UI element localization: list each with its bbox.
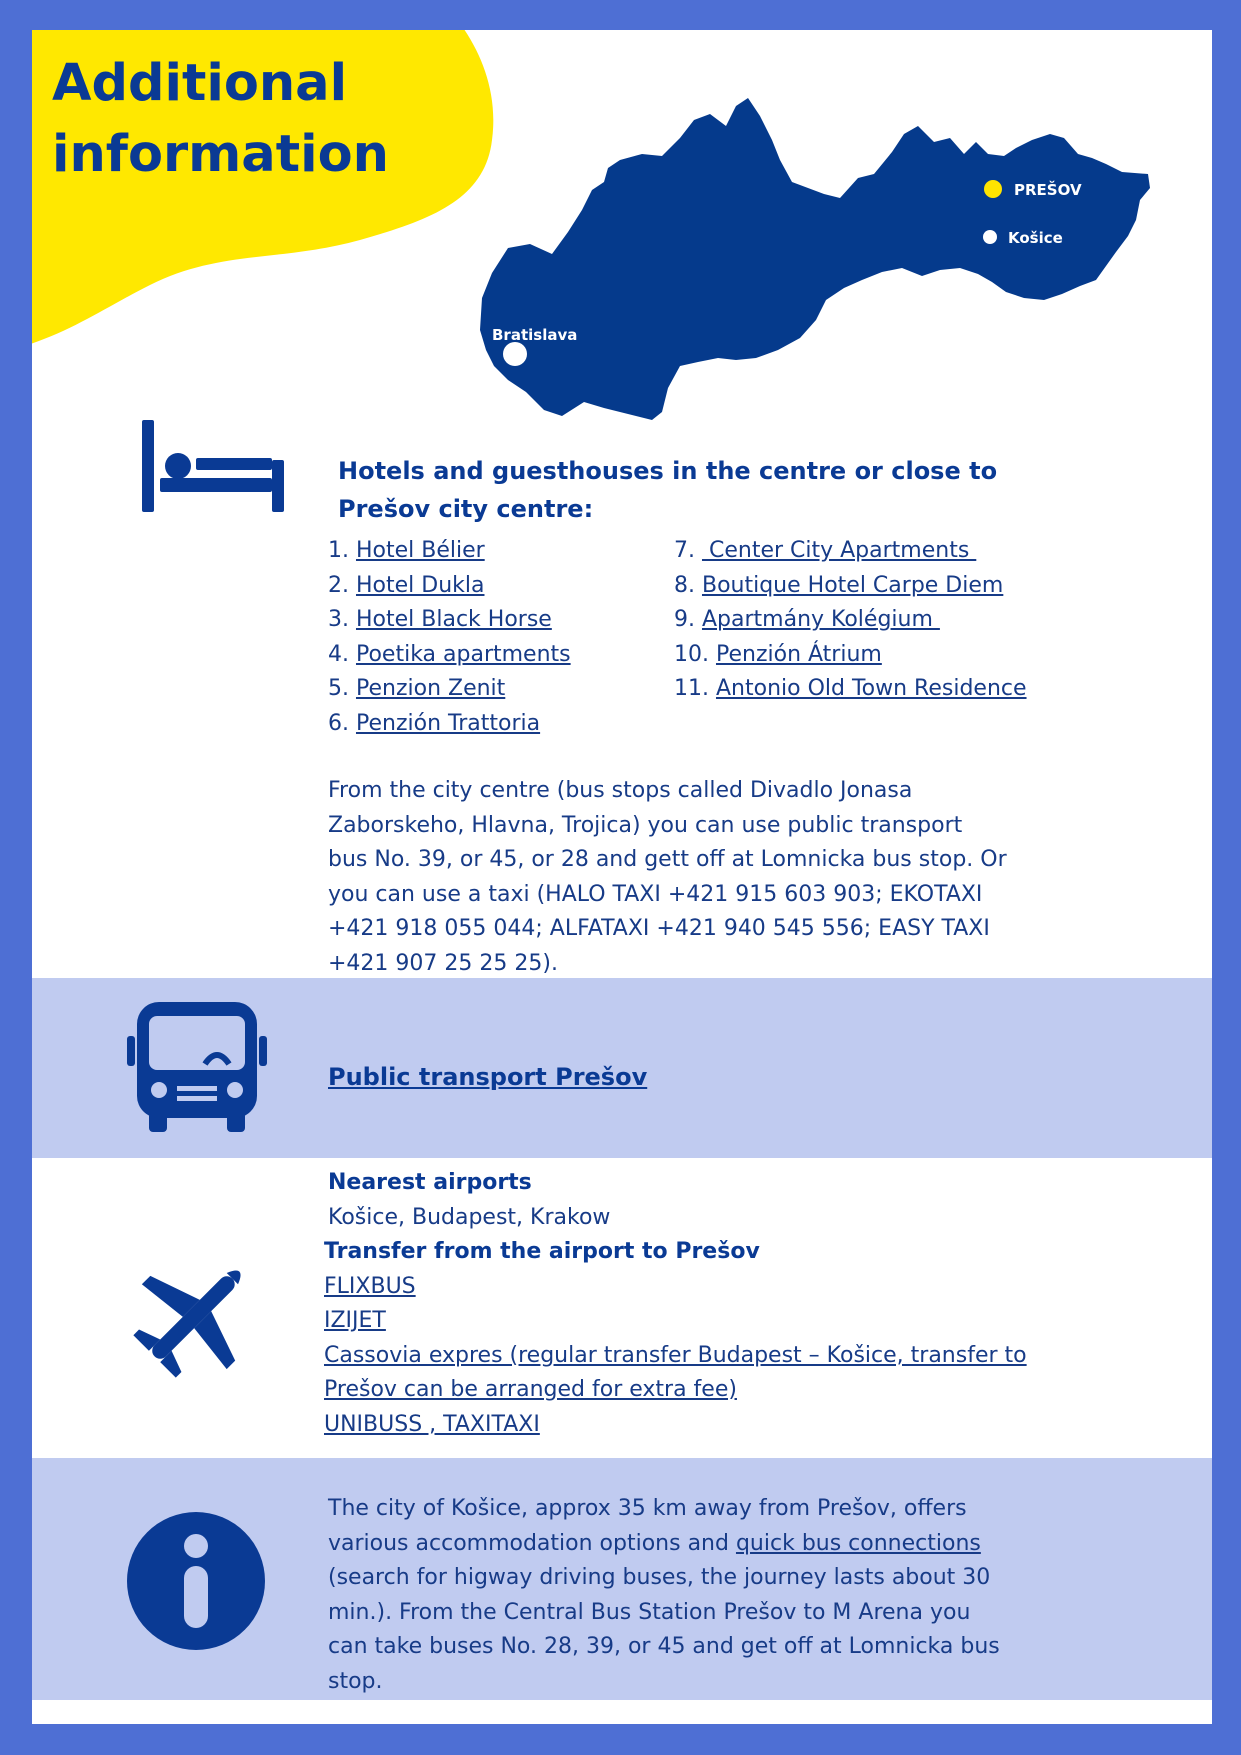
info-line-3: (search for higway driving buses, the journey lasts about 30 [328, 1565, 991, 1590]
hotel-number: 11. [674, 676, 716, 701]
kosice-dot [983, 230, 997, 244]
title-line-2: information [52, 125, 389, 184]
city-transport-info [328, 774, 1007, 981]
bratislava-label: Bratislava [492, 326, 578, 344]
hotel-link[interactable]: Poetika apartments [355, 641, 571, 667]
hotel-number: 4. [328, 641, 356, 667]
cassovia-link-line-1[interactable]: Cassovia expres (regular transfer Budapest – Košice, transfer to [324, 1342, 1027, 1368]
info-line-2-prefix: various accommodation options and [328, 1530, 736, 1556]
airports-block [324, 1166, 1184, 1442]
hotel-number: 8. [674, 572, 702, 598]
hotel-link[interactable]: Penzion Zenit [355, 676, 506, 701]
hotel-list-item [674, 638, 1027, 673]
hotel-link[interactable]: Center City Apartments [701, 538, 977, 563]
hotel-list-item [328, 569, 571, 604]
hotels-heading [338, 452, 997, 528]
nearest-airports-heading: Nearest airports [328, 1170, 532, 1195]
hotel-list-col-2 [674, 534, 1027, 707]
hotel-link[interactable]: Penzión Átrium [715, 641, 882, 667]
public-transport-link-wrap [328, 1060, 647, 1095]
hotel-number: 10. [674, 641, 716, 667]
page-title [52, 48, 389, 190]
info-line-6: stop. [328, 1668, 383, 1694]
transport-line: +421 907 25 25 25). [328, 950, 558, 976]
hotel-link[interactable]: Hotel Dukla [355, 572, 485, 598]
hotel-list-item [674, 569, 1027, 604]
hotel-link[interactable]: Hotel Bélier [355, 538, 485, 563]
hotels-heading-line-1: Hotels and guesthouses in the centre or close to [338, 457, 998, 485]
hotel-link[interactable]: Hotel Black Horse [355, 607, 552, 632]
hotel-list-item [674, 603, 1027, 638]
hotel-list-item [328, 534, 571, 569]
hotel-number: 9. [674, 607, 702, 632]
cassovia-link-line-2[interactable]: Prešov can be arranged for extra fee) [324, 1377, 737, 1402]
transport-line: bus No. 39, or 45, or 28 and gett off at Lomnicka bus stop. Or [328, 847, 1007, 872]
presov-label: PREŠOV [1014, 181, 1082, 199]
bed-icon [142, 420, 287, 512]
info-line-1: The city of Košice, approx 35 km away from Prešov, offers [328, 1496, 967, 1521]
flixbus-link[interactable]: FLIXBUS [324, 1273, 416, 1299]
izijet-link[interactable]: IZIJET [324, 1308, 386, 1333]
bus-icon [127, 1002, 267, 1134]
hotel-link[interactable]: Antonio Old Town Residence [715, 676, 1027, 701]
public-transport-link[interactable]: Public transport Prešov [328, 1063, 648, 1091]
hotel-link[interactable]: Penzión Trattoria [355, 710, 541, 736]
hotel-number: 6. [328, 710, 356, 736]
transport-line: +421 918 055 044; ALFATAXI +421 940 545 556; EASY TAXI [328, 916, 990, 941]
hotel-number: 2. [328, 572, 356, 598]
transport-line: From the city centre (bus stops called Divadlo Jonasa [328, 778, 913, 803]
kosice-info-text [328, 1492, 1188, 1699]
info-line-2 [328, 1527, 1188, 1562]
hotel-list-item [674, 534, 1027, 569]
transport-line: Zaborskeho, Hlavna, Trojica) you can use public transport [328, 812, 963, 838]
page [32, 30, 1212, 1724]
nearest-airports-list: Košice, Budapest, Krakow [328, 1204, 611, 1230]
hotels-heading-line-2: Prešov city centre: [338, 495, 594, 523]
hotel-list-item [328, 603, 571, 638]
info-line-5: can take buses No. 28, 39, or 45 and get off at Lomnicka bus [328, 1634, 1000, 1659]
hotel-list-item [328, 672, 571, 707]
hotel-number: 1. [328, 538, 356, 563]
kosice-label: Košice [1008, 229, 1063, 247]
hotel-list-item [328, 638, 571, 673]
hotel-list-item [328, 707, 571, 742]
transfer-heading: Transfer from the airport to Prešov [324, 1239, 760, 1264]
hotel-number: 7. [674, 538, 702, 563]
presov-dot [984, 180, 1002, 198]
info-line-4: min.). From the Central Bus Station Prešov to M Arena you [328, 1599, 971, 1625]
title-line-1: Additional [52, 54, 348, 113]
unibuss-taxitaxi-link[interactable]: UNIBUSS , TAXITAXI [324, 1411, 540, 1437]
hotel-link[interactable]: Apartmány Kolégium [701, 607, 940, 632]
transport-line: you can use a taxi (HALO TAXI +421 915 603 903; EKOTAXI [328, 881, 983, 907]
hotel-list-item [674, 672, 1027, 707]
info-icon [127, 1512, 265, 1650]
airplane-icon [127, 1244, 267, 1384]
quick-bus-connections-link[interactable]: quick bus connections [735, 1530, 981, 1556]
hotel-number: 5. [328, 676, 356, 701]
hotel-link[interactable]: Boutique Hotel Carpe Diem [701, 572, 1004, 598]
hotel-number: 3. [328, 607, 356, 632]
hotel-list-col-1 [328, 534, 571, 741]
